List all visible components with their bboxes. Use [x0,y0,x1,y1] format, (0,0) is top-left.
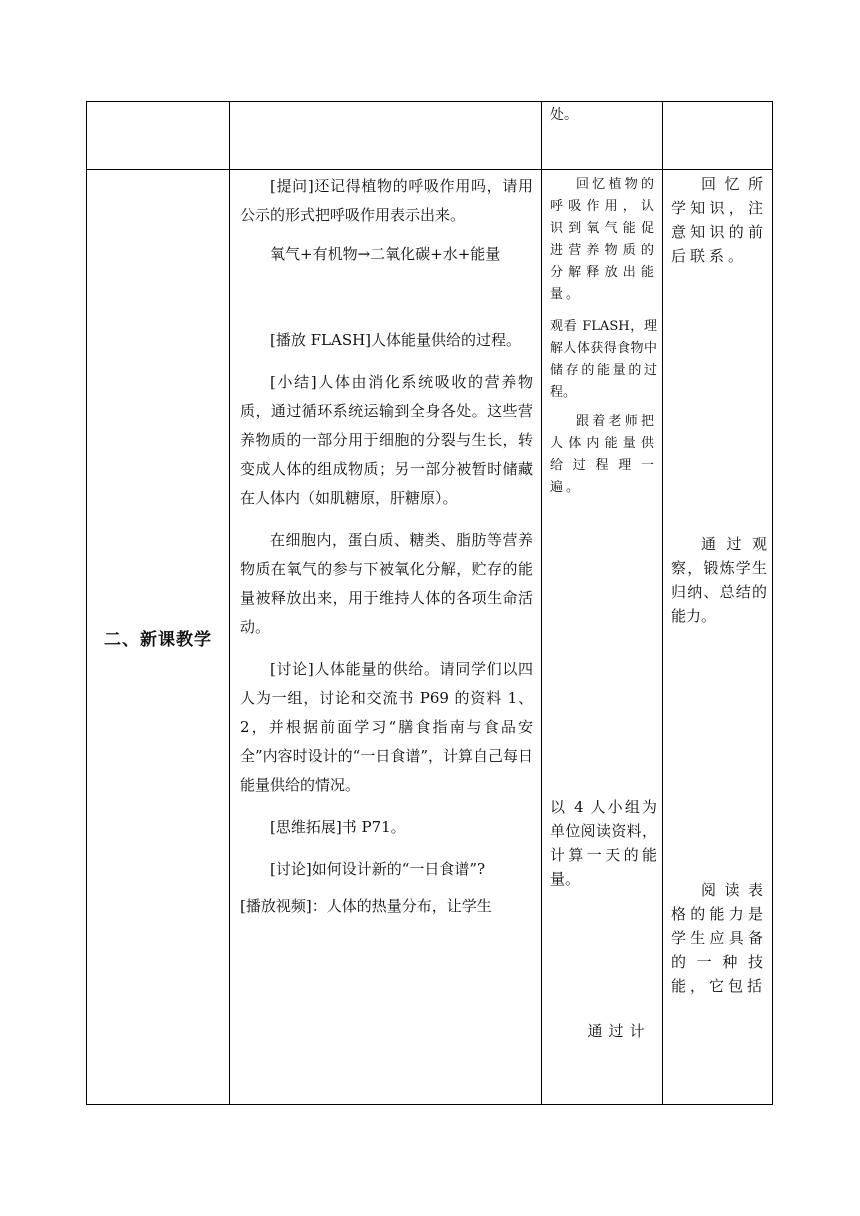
teacher-activity-cell [230,170,542,1105]
student-recall: 回忆植物的呼吸作用，认识到氧气能促进营养物质的分解释放出能量。 [550,177,657,302]
stage-cell [87,170,230,1105]
stage-cell-empty [87,102,230,170]
teacher-oxidation: 在细胞内，蛋白质、糖类、脂肪等营养物质在氧气的参与下被氧化分解，贮存的能量被释放出来，用于维持人体的各项生命活动。 [240,531,533,636]
teacher-question: [提问]还记得植物的呼吸作用吗，请用公示的形式把呼吸作用表示出来。 [240,177,533,224]
student-review: 跟着老师把人体内能量供给过程理一遍。 [550,414,657,495]
design-intent-cell [663,170,773,1105]
teacher-video: [播放视频]：人体的热量分布，让学生 [240,897,492,915]
student-flash: 观看 FLASH，理解人体获得食物中储存的能量的过程。 [550,319,657,400]
activity-tail-text: 处。 [550,107,578,123]
teacher-extension: [思维拓展]书 P71。 [270,818,406,836]
table-row-continuation [87,102,773,170]
teacher-summary: [小结]人体由消化系统吸收的营养物质，通过循环系统运输到全身各处。这些营养物质的一部分用于细胞的分裂与生长，转变成人体的组成物质；另一部分被暂时储藏在人体内（如肌糖原，肝糖原）。 [240,373,533,507]
teacher-discussion-2: [讨论]如何设计新的“一日食谱”? [270,860,486,878]
student-calc: 通过计 [587,1022,651,1040]
teacher-discussion-1: [讨论]人体能量的供给。请同学们以四人为一组，讨论和交流书 P69 的资料 1、2，并根据前面学习“膳食指南与食品安全”内容时设计的“一日食谱”，计算自己每日能量供给的情况。 [240,660,534,794]
stage-label: 二、新课教学 [104,629,212,650]
student-activity-cell [542,102,663,170]
respiration-formula: 氧气+有机物→二氧化碳+水+能量 [270,245,501,263]
table-row-new-lesson [87,170,773,1105]
intent-observe: 通过观察，锻炼学生归纳、总结的能力。 [671,535,767,625]
intent-recall: 回忆所学知识，注意知识的前后联系。 [671,175,767,265]
teacher-cell-empty [230,102,542,170]
lesson-plan-table [86,101,773,1105]
student-activity-cell [542,170,663,1105]
teacher-flash: [播放 FLASH]人体能量供给的过程。 [270,331,522,349]
student-group-read: 以 4 人小组为单位阅读资料，计算一天的能量。 [550,798,657,888]
intent-cell-empty [663,102,773,170]
intent-table-reading: 阅读表格的能力是学生应具备的一种技能，它包括 [671,881,767,995]
